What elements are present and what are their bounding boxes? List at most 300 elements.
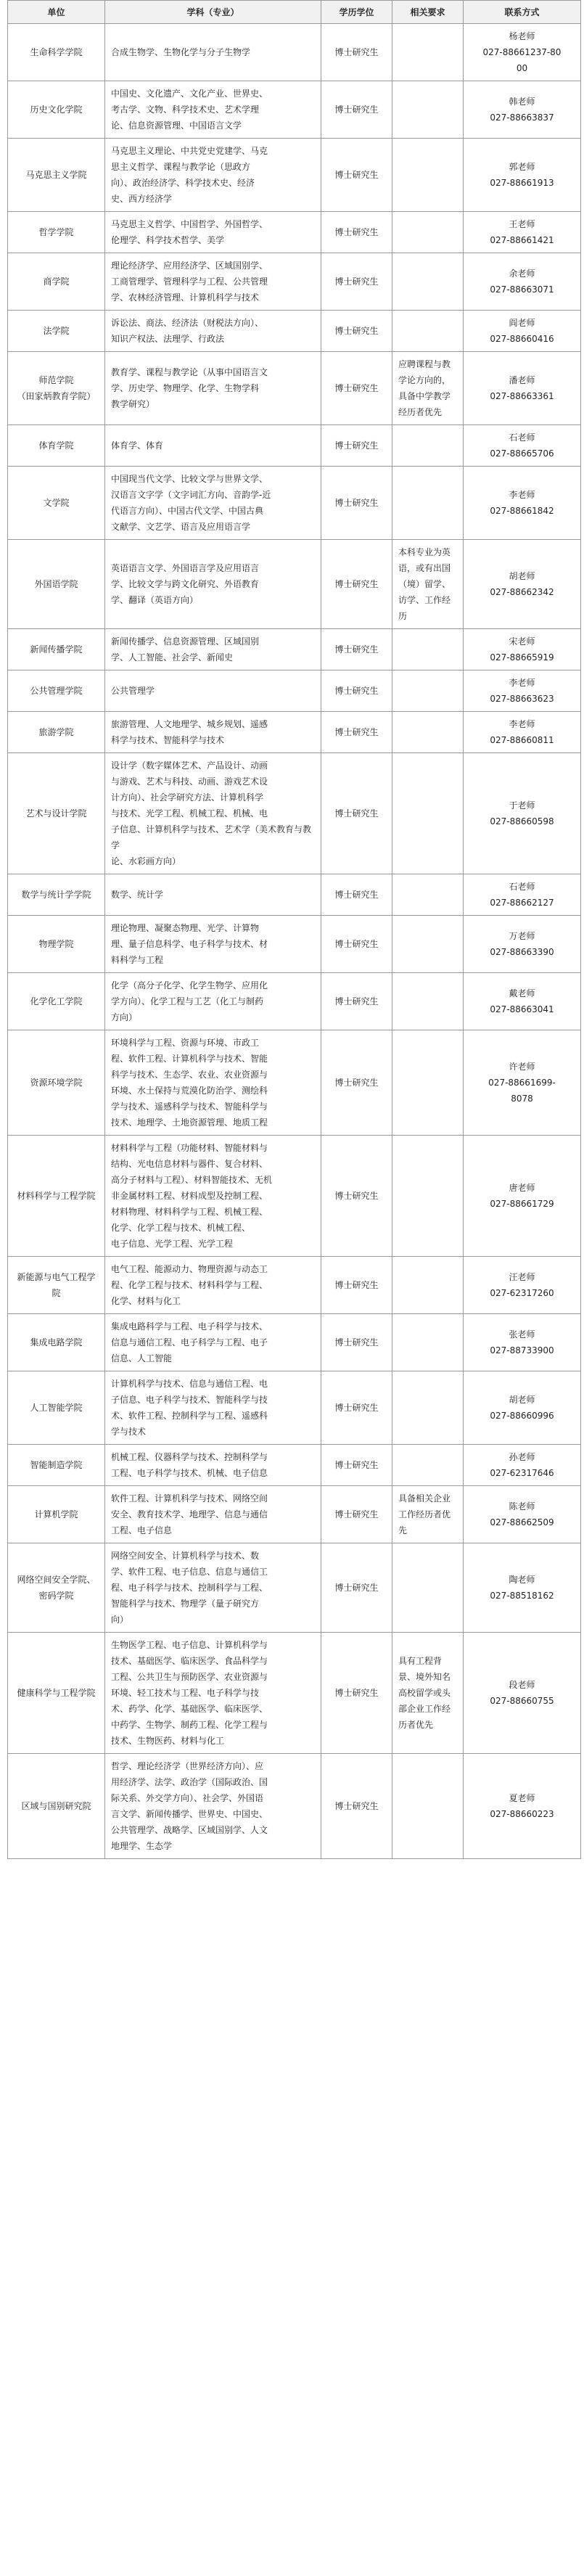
- header-contact: 联系方式: [464, 1, 581, 24]
- contact-cell: [464, 1314, 581, 1371]
- education-cell: [321, 1257, 392, 1314]
- subject-line: 子信息、电子科学与技术、智能科学与技: [111, 1395, 268, 1405]
- subject-line: 中国现当代文学、比较文学与世界文学、: [111, 474, 268, 484]
- contact-cell: [464, 1754, 581, 1859]
- unit-line: 生命科学学院: [30, 47, 83, 57]
- unit-cell: [8, 1445, 105, 1486]
- unit-line: （田家炳教育学院）: [17, 391, 96, 401]
- contact-line: 万老师: [509, 931, 535, 941]
- education-text: 博士研究生: [334, 383, 379, 393]
- subject-line: 与技术、光学工程、机械工程、机械、电: [111, 808, 268, 819]
- header-requirements: 相关要求: [392, 1, 464, 24]
- subject-cell: [105, 1030, 321, 1136]
- unit-cell: [8, 874, 105, 916]
- contact-cell: [464, 1030, 581, 1136]
- education-cell: [321, 874, 392, 916]
- unit-cell: [8, 1543, 105, 1633]
- requirements-cell: [392, 973, 464, 1030]
- contact-cell: [464, 1543, 581, 1633]
- table-row: [8, 1136, 581, 1257]
- unit-cell: [8, 253, 105, 311]
- requirements-cell: [392, 1314, 464, 1371]
- unit-cell: [8, 81, 105, 139]
- table-row: [8, 24, 581, 81]
- unit-line: 新能源与电气工程学院: [17, 1272, 96, 1298]
- table-row: [8, 1314, 581, 1371]
- subject-line: 马克思主义理论、中共党史党建学、马克: [111, 146, 268, 156]
- subject-line: 诉讼法、商法、经济法（财税法方向）、: [111, 318, 264, 328]
- contact-line: 胡老师: [509, 1395, 535, 1405]
- subject-cell: [105, 81, 321, 139]
- contact-cell: [464, 540, 581, 629]
- requirements-cell: [392, 139, 464, 212]
- contact-line: 027-88663041: [490, 1004, 554, 1014]
- subject-line: 史、西方经济学: [111, 194, 173, 204]
- subject-line: 合成生物学、生物化学与分子生物学: [111, 47, 251, 57]
- subject-line: 学、翻译（英语方向）: [111, 595, 199, 605]
- contact-line: 027-88663361: [490, 391, 554, 401]
- education-text: 博士研究生: [334, 1801, 379, 1811]
- subject-cell: [105, 212, 321, 253]
- requirements-cell: [392, 916, 464, 973]
- subject-cell: [105, 874, 321, 916]
- table-row: [8, 352, 581, 425]
- requirements-cell: [392, 540, 464, 629]
- contact-cell: [464, 212, 581, 253]
- education-text: 博士研究生: [334, 47, 379, 57]
- education-text: 博士研究生: [334, 1403, 379, 1413]
- table-row: [8, 753, 581, 874]
- unit-cell: [8, 1754, 105, 1859]
- table-row: [8, 311, 581, 352]
- subject-line: 化学（高分子化学、化学生物学、应用化: [111, 980, 268, 990]
- education-text: 博士研究生: [334, 1078, 379, 1088]
- education-cell: [321, 24, 392, 81]
- table-row: [8, 874, 581, 916]
- subject-cell: [105, 1633, 321, 1754]
- subject-line: 科学与技术、生态学、农业、农业资源与: [111, 1070, 268, 1080]
- education-text: 博士研究生: [334, 326, 379, 336]
- unit-cell: [8, 916, 105, 973]
- subject-line: 中国史、文化遗产、文化产业、世界史、: [111, 89, 268, 99]
- requirements-line: 具备相关企业: [398, 1493, 451, 1504]
- subject-cell: [105, 253, 321, 311]
- education-cell: [321, 670, 392, 712]
- education-cell: [321, 253, 392, 311]
- unit-cell: [8, 24, 105, 81]
- education-cell: [321, 540, 392, 629]
- requirements-line: 历者优先: [398, 1720, 434, 1730]
- education-cell: [321, 916, 392, 973]
- subject-line: 计算机科学与技术、信息与通信工程、电: [111, 1379, 268, 1389]
- contact-line: 027-88661842: [490, 506, 554, 516]
- subject-line: 技术、地理学、土地资源管理、地质工程: [111, 1117, 268, 1128]
- unit-line: 法学院: [43, 326, 70, 336]
- table-row: [8, 1633, 581, 1754]
- contact-cell: [464, 1136, 581, 1257]
- subject-line: 学、人工智能、社会学、新闻史: [111, 652, 234, 663]
- subject-line: 化学、材料与化工: [111, 1296, 181, 1306]
- requirements-cell: [392, 352, 464, 425]
- unit-line: 区域与国别研究院: [21, 1801, 91, 1811]
- subject-line: 术、软件工程、控制科学与工程、遥感科: [111, 1411, 268, 1421]
- unit-line: 外国语学院: [34, 579, 78, 589]
- contact-cell: [464, 24, 581, 81]
- education-cell: [321, 425, 392, 467]
- subject-cell: [105, 1754, 321, 1859]
- subject-line: 伦理学、科学技术哲学、美学: [111, 235, 225, 245]
- subject-line: 化学、化学工程与技术、机械工程、: [111, 1223, 251, 1233]
- requirements-cell: [392, 467, 464, 540]
- education-cell: [321, 81, 392, 139]
- contact-line: 李老师: [509, 678, 535, 688]
- requirements-cell: [392, 629, 464, 670]
- education-cell: [321, 212, 392, 253]
- table-row: [8, 139, 581, 212]
- unit-line: 密码学院: [38, 1591, 74, 1601]
- contact-line: 00: [516, 63, 528, 73]
- contact-line: 杨老师: [509, 31, 535, 41]
- contact-line: 汪老师: [509, 1272, 535, 1282]
- education-text: 博士研究生: [334, 1280, 379, 1290]
- subject-line: 用经济学、法学、政治学（国际政治、国: [111, 1777, 268, 1787]
- subject-line: 信息、人工智能: [111, 1353, 173, 1363]
- requirements-cell: [392, 81, 464, 139]
- requirements-cell: [392, 425, 464, 467]
- subject-cell: [105, 467, 321, 540]
- subject-line: 设计学（数字媒体艺术、产品设计、动画: [111, 760, 268, 771]
- contact-cell: [464, 1633, 581, 1754]
- subject-line: 旅游管理、人文地理学、城乡规划、遥感: [111, 719, 268, 729]
- requirements-cell: [392, 1257, 464, 1314]
- unit-cell: [8, 1371, 105, 1445]
- subject-line: 学方向）、化学工程与工艺（化工与制药: [111, 996, 264, 1006]
- unit-line: 健康科学与工程学院: [17, 1688, 96, 1698]
- subject-line: 工程、电子科学与技术、机械、电子信息: [111, 1468, 268, 1478]
- contact-cell: [464, 1257, 581, 1314]
- subject-line: 论、信息资源管理、中国语言文学: [111, 120, 242, 131]
- education-text: 博士研究生: [334, 170, 379, 180]
- subject-cell: [105, 670, 321, 712]
- contact-cell: [464, 1486, 581, 1543]
- subject-cell: [105, 1371, 321, 1445]
- unit-cell: [8, 1257, 105, 1314]
- contact-line: 027-88661699-: [488, 1078, 556, 1088]
- requirements-line: 经历者优先: [398, 407, 443, 417]
- subject-line: 技术、生物医药、材料与化工: [111, 1736, 225, 1746]
- contact-line: 郭老师: [509, 162, 535, 172]
- subject-line: 哲学、理论经济学（世界经济方向）、应: [111, 1761, 264, 1771]
- unit-cell: [8, 1030, 105, 1136]
- requirements-line: 学论方向的，: [398, 375, 451, 385]
- education-cell: [321, 712, 392, 753]
- education-text: 博士研究生: [334, 808, 379, 819]
- subject-line: 文献学、文艺学、语言及应用语言学: [111, 522, 251, 532]
- subject-line: 子信息、计算机科学与技术、艺术学（美术教育与教学: [111, 824, 312, 850]
- requirements-cell: [392, 670, 464, 712]
- unit-cell: [8, 629, 105, 670]
- subject-line: 方向）: [111, 1012, 138, 1022]
- contact-cell: [464, 352, 581, 425]
- table-row: [8, 425, 581, 467]
- header-unit: 单位: [8, 1, 105, 24]
- contact-line: 唐老师: [509, 1183, 535, 1193]
- requirements-cell: [392, 253, 464, 311]
- requirements-cell: [392, 1754, 464, 1859]
- contact-line: 027-88660996: [490, 1411, 554, 1421]
- subject-cell: [105, 425, 321, 467]
- subject-line: 工程、电子信息: [111, 1525, 173, 1535]
- contact-cell: [464, 253, 581, 311]
- unit-line: 人工智能学院: [30, 1403, 83, 1413]
- subject-line: 英语语言文学、外国语言学及应用语言: [111, 563, 260, 573]
- requirements-cell: [392, 1371, 464, 1445]
- subject-line: 料科学与工程: [111, 955, 164, 965]
- contact-line: 027-88518162: [490, 1591, 554, 1601]
- contact-line: 027-88662127: [490, 898, 554, 908]
- education-cell: [321, 973, 392, 1030]
- education-text: 博士研究生: [334, 440, 379, 451]
- table-row: [8, 916, 581, 973]
- table-row: [8, 1754, 581, 1859]
- education-text: 博士研究生: [334, 1583, 379, 1593]
- subject-line: 学、历史学、物理学、化学、生物学科: [111, 383, 260, 393]
- subject-line: 中药学、生物学、制药工程、化学工程与: [111, 1720, 268, 1730]
- table-row: [8, 1486, 581, 1543]
- subject-line: 际关系、外交学方向）、社会学、外国语: [111, 1793, 264, 1803]
- unit-line: 师范学院: [38, 375, 74, 385]
- table-row: [8, 1257, 581, 1314]
- contact-cell: [464, 139, 581, 212]
- contact-line: 于老师: [509, 800, 535, 811]
- subject-line: 结构、光电信息材料与器件、复合材料、: [111, 1159, 268, 1169]
- requirements-cell: [392, 1030, 464, 1136]
- unit-line: 艺术与设计学院: [25, 808, 87, 819]
- unit-line: 商学院: [43, 276, 70, 287]
- requirements-line: 工作经历者优: [398, 1509, 451, 1519]
- unit-line: 资源环境学院: [30, 1078, 83, 1088]
- requirements-line: 具有工程背: [398, 1656, 443, 1666]
- table-row: [8, 253, 581, 311]
- unit-cell: [8, 425, 105, 467]
- contact-line: 段老师: [509, 1680, 535, 1690]
- contact-cell: [464, 874, 581, 916]
- subject-cell: [105, 1486, 321, 1543]
- subject-line: 考古学、文物、科学技术史、艺术学理: [111, 104, 260, 115]
- requirements-line: 历: [398, 611, 408, 621]
- contact-line: 韩老师: [509, 97, 535, 107]
- subject-line: 学、软件工程、电子信息、信息与通信工: [111, 1567, 268, 1577]
- education-text: 博士研究生: [334, 890, 379, 900]
- subject-line: 理论物理、凝聚态物理、光学、计算物: [111, 923, 260, 933]
- subject-line: 工程、公共卫生与预防医学、农业资源与: [111, 1672, 268, 1682]
- subject-line: 非金属材料工程、材料成型及控制工程、: [111, 1191, 268, 1201]
- contact-line: 027-88660811: [490, 735, 554, 745]
- unit-cell: [8, 311, 105, 352]
- subject-line: 技术、基础医学、临床医学、食品科学与: [111, 1656, 268, 1666]
- unit-line: 网络空间安全学院、: [17, 1575, 96, 1585]
- subject-cell: [105, 139, 321, 212]
- subject-line: 信息与通信工程、电子科学与工程、电子: [111, 1337, 268, 1348]
- unit-cell: [8, 973, 105, 1030]
- subject-line: 程、软件工程、计算机科学与技术、智能: [111, 1054, 268, 1064]
- subject-cell: [105, 24, 321, 81]
- subject-line: 向）、政治经济学、科学技术史、经济: [111, 178, 255, 188]
- table-row: [8, 212, 581, 253]
- subject-line: 工商管理学、管理科学与工程、公共管理: [111, 276, 268, 287]
- contact-line: 027-88660755: [490, 1696, 554, 1706]
- subject-line: 学、农林经济管理、计算机科学与技术: [111, 292, 260, 303]
- subject-cell: [105, 712, 321, 753]
- subject-line: 知识产权法、法理学、行政法: [111, 334, 225, 344]
- requirements-line: 应聘课程与教: [398, 359, 451, 369]
- subject-cell: [105, 352, 321, 425]
- subject-line: 学、比较文学与跨文化研究、外语教育: [111, 579, 260, 589]
- contact-line: 李老师: [509, 490, 535, 500]
- subject-line: 理、量子信息科学、电子科学与技术、材: [111, 939, 268, 949]
- education-text: 博士研究生: [334, 1460, 379, 1470]
- contact-line: 027-88661913: [490, 178, 554, 188]
- education-cell: [321, 352, 392, 425]
- table-row: [8, 1030, 581, 1136]
- subject-line: 科学与技术、智能科学与技术: [111, 735, 225, 745]
- requirements-line: 高校留学或头: [398, 1688, 451, 1698]
- subject-cell: [105, 753, 321, 874]
- unit-cell: [8, 1136, 105, 1257]
- contact-cell: [464, 1371, 581, 1445]
- education-cell: [321, 1314, 392, 1371]
- contact-line: 余老师: [509, 268, 535, 279]
- unit-cell: [8, 753, 105, 874]
- contact-line: 027-88665919: [490, 652, 554, 663]
- subject-line: 安全、教育技术学、地理学、信息与通信: [111, 1509, 268, 1519]
- table-body: [8, 24, 581, 1859]
- education-text: 博士研究生: [334, 1191, 379, 1201]
- unit-line: 文学院: [43, 498, 70, 508]
- contact-cell: [464, 425, 581, 467]
- subject-cell: [105, 1543, 321, 1633]
- contact-line: 027-88663390: [490, 947, 554, 957]
- unit-line: 体育学院: [38, 440, 74, 451]
- unit-cell: [8, 1314, 105, 1371]
- recruitment-table: [7, 0, 581, 1859]
- education-cell: [321, 1486, 392, 1543]
- subject-cell: [105, 1257, 321, 1314]
- subject-line: 向）: [111, 1615, 129, 1625]
- contact-line: 027-88660598: [490, 816, 554, 826]
- education-cell: [321, 1136, 392, 1257]
- contact-line: 027-88665706: [490, 448, 554, 459]
- contact-line: 宋老师: [509, 636, 535, 647]
- contact-cell: [464, 629, 581, 670]
- unit-cell: [8, 352, 105, 425]
- contact-line: 石老师: [509, 432, 535, 443]
- unit-line: 化学化工学院: [30, 996, 83, 1006]
- education-cell: [321, 1543, 392, 1633]
- contact-line: 027-62317260: [490, 1288, 554, 1298]
- contact-line: 027-88733900: [490, 1345, 554, 1355]
- contact-line: 张老师: [509, 1329, 535, 1340]
- requirements-line: 语，或有出国: [398, 563, 451, 573]
- contact-line: 李老师: [509, 719, 535, 729]
- contact-line: 陈老师: [509, 1501, 535, 1511]
- education-cell: [321, 311, 392, 352]
- contact-line: 戴老师: [509, 988, 535, 998]
- subject-line: 环境科学与工程、资源与环境、市政工: [111, 1038, 260, 1048]
- contact-line: 潘老师: [509, 375, 535, 385]
- contact-line: 石老师: [509, 882, 535, 892]
- table-header-row: [8, 1, 581, 24]
- contact-cell: [464, 973, 581, 1030]
- unit-line: 新闻传播学院: [30, 644, 83, 655]
- subject-line: 理论经济学、应用经济学、区域国别学、: [111, 261, 268, 271]
- subject-line: 材料物理、材料科学与工程、机械工程、: [111, 1207, 268, 1217]
- recruitment-table-container: [7, 0, 580, 1859]
- education-text: 博士研究生: [334, 644, 379, 655]
- contact-line: 027-62317646: [490, 1468, 554, 1478]
- contact-line: 027-88663623: [490, 694, 554, 704]
- table-row: [8, 1371, 581, 1445]
- table-row: [8, 1445, 581, 1486]
- subject-cell: [105, 1136, 321, 1257]
- contact-line: 027-88662509: [490, 1517, 554, 1527]
- unit-line: 计算机学院: [34, 1509, 78, 1519]
- contact-line: 027-88663837: [490, 112, 554, 123]
- table-row: [8, 973, 581, 1030]
- unit-line: 集成电路学院: [30, 1337, 83, 1348]
- subject-line: 汉语言文字学（文字词汇方向、音韵学-近: [111, 490, 271, 500]
- subject-cell: [105, 629, 321, 670]
- education-text: 博士研究生: [334, 727, 379, 737]
- subject-cell: [105, 973, 321, 1030]
- contact-line: 027-88663071: [490, 284, 554, 295]
- contact-line: 027-88661729: [490, 1199, 554, 1209]
- subject-line: 学与技术、遥感科学与技术、智能科学与: [111, 1102, 268, 1112]
- contact-line: 胡老师: [509, 571, 535, 581]
- subject-cell: [105, 916, 321, 973]
- subject-line: 程、电子科学与技术、控制科学与工程、: [111, 1583, 268, 1593]
- subject-line: 机械工程、仪器科学与技术、控制科学与: [111, 1452, 268, 1462]
- unit-cell: [8, 540, 105, 629]
- contact-line: 027-88661237-80: [482, 47, 562, 57]
- subject-cell: [105, 1445, 321, 1486]
- contact-cell: [464, 467, 581, 540]
- subject-line: 学与技术: [111, 1427, 147, 1437]
- subject-line: 公共管理学、战略学、区域国别学、人文: [111, 1825, 268, 1835]
- unit-line: 哲学学院: [38, 227, 74, 237]
- table-row: [8, 629, 581, 670]
- education-cell: [321, 467, 392, 540]
- subject-cell: [105, 1314, 321, 1371]
- contact-line: 027-88660223: [490, 1809, 554, 1819]
- unit-line: 智能制造学院: [30, 1460, 83, 1470]
- subject-cell: [105, 540, 321, 629]
- education-cell: [321, 1030, 392, 1136]
- subject-line: 电子信息、光学工程、光学工程: [111, 1239, 234, 1249]
- contact-cell: [464, 1445, 581, 1486]
- requirements-line: 景、境外知名: [398, 1672, 451, 1682]
- subject-line: 计方向）、社会学研究方法、计算机科学: [111, 792, 264, 803]
- contact-line: 8078: [511, 1094, 533, 1104]
- education-text: 博士研究生: [334, 579, 379, 589]
- subject-line: 程、化学工程与技术、材料科学与工程、: [111, 1280, 268, 1290]
- table-row: [8, 540, 581, 629]
- requirements-cell: [392, 874, 464, 916]
- requirements-cell: [392, 1543, 464, 1633]
- unit-line: 旅游学院: [38, 727, 74, 737]
- requirements-cell: [392, 1445, 464, 1486]
- subject-line: 与游戏、艺术与科技、动画、游戏艺术设: [111, 776, 268, 787]
